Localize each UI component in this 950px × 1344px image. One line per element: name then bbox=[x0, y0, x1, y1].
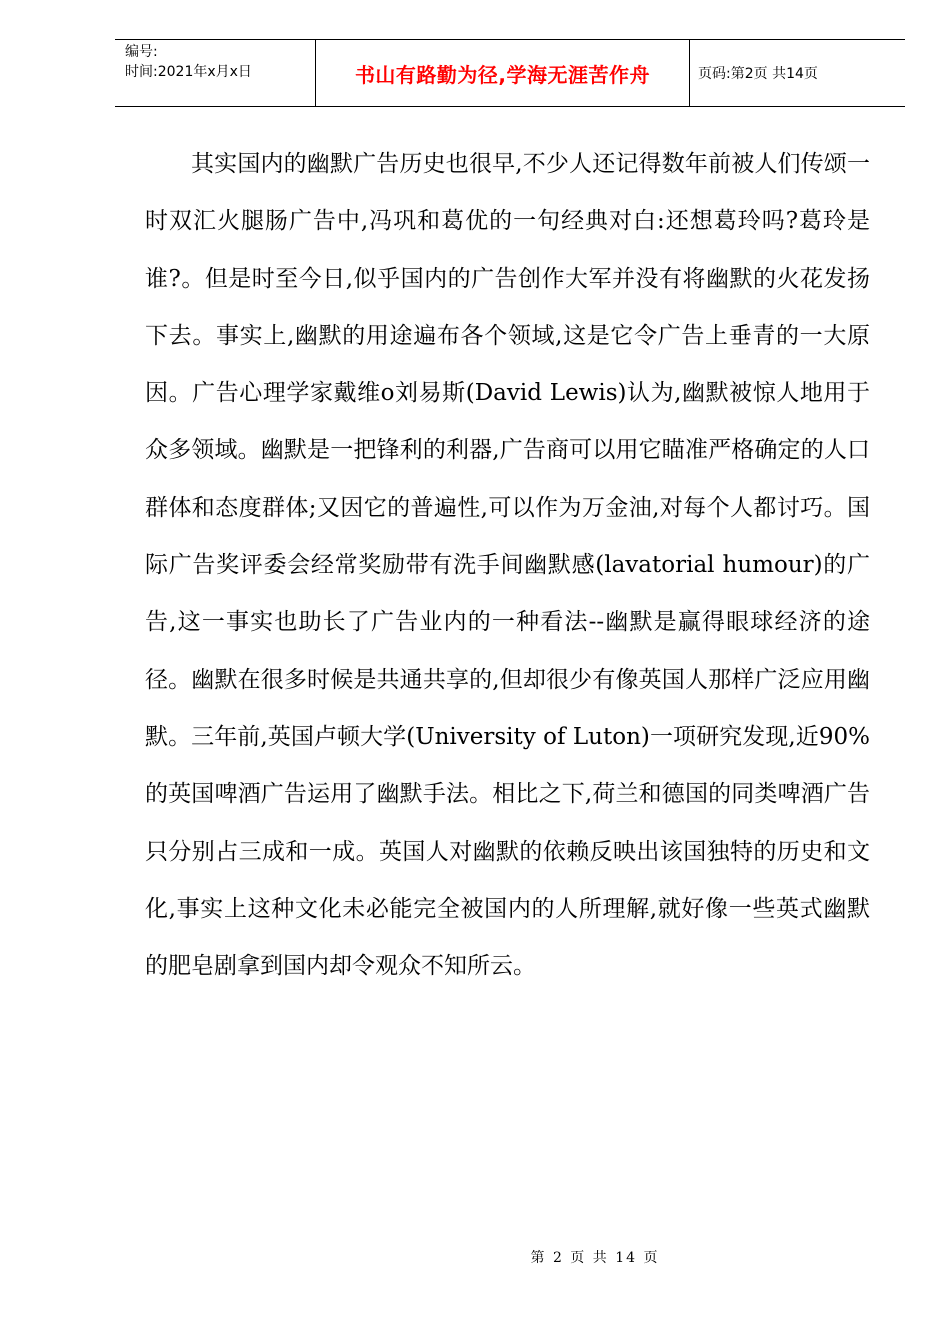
page-footer: 第 2 页 共 14 页 bbox=[530, 1250, 660, 1266]
body-paragraph: 其实国内的幽默广告历史也很早,不少人还记得数年前被人们传颂一时双汇火腿肠广告中,冯巩和葛优的一句经典对白:还想葛玲吗?葛玲是谁?。但是时至今日,似乎国内的广告创作大军并没有将幽默的火花发扬下去。事实上,幽默的用途遍布各个领域,这是它令广告上垂青的一大原因。广告心理学家戴维ο刘易斯(David Lewis)认为,幽默被惊人地用于众多领域。幽默是一把锋利的利器,广告商可以用它瞄准严格确定的人口群体和态度群体;又因它的普遍性,可以作为万金油,对每个人都讨巧。国际广告奖评委会经常奖励带有洗手间幽默感(lavatorial humour)的广告,这一事实也助长了广告业内的一种看法--幽默是赢得眼球经济的途径。幽默在很多时候是共通共享的,但却很少有像英国人那样广泛应用幽默。三年前,英国卢顿大学(University of Luton)一项研究发现,近90%的英国啤酒广告运用了幽默手法。相比之下,荷兰和德国的同类啤酒广告只分别占三成和一成。英国人对幽默的依赖反映出该国独特的历史和文化,事实上这种文化未必能完全被国内的人所理解,就好像一些英式幽默的肥皂剧拿到国内却令观众不知所云。 bbox=[145, 151, 870, 980]
header-number-label: 编号: bbox=[125, 44, 158, 60]
page-header bbox=[115, 39, 905, 107]
header-time-label: 时间:2021年x月x日 bbox=[125, 64, 252, 80]
header-page-info: 页码:第2页 共14页 bbox=[698, 66, 818, 82]
header-meta-cell bbox=[115, 40, 316, 106]
header-motto: 书山有路勤为径,学海无涯苦作舟 bbox=[316, 40, 690, 106]
